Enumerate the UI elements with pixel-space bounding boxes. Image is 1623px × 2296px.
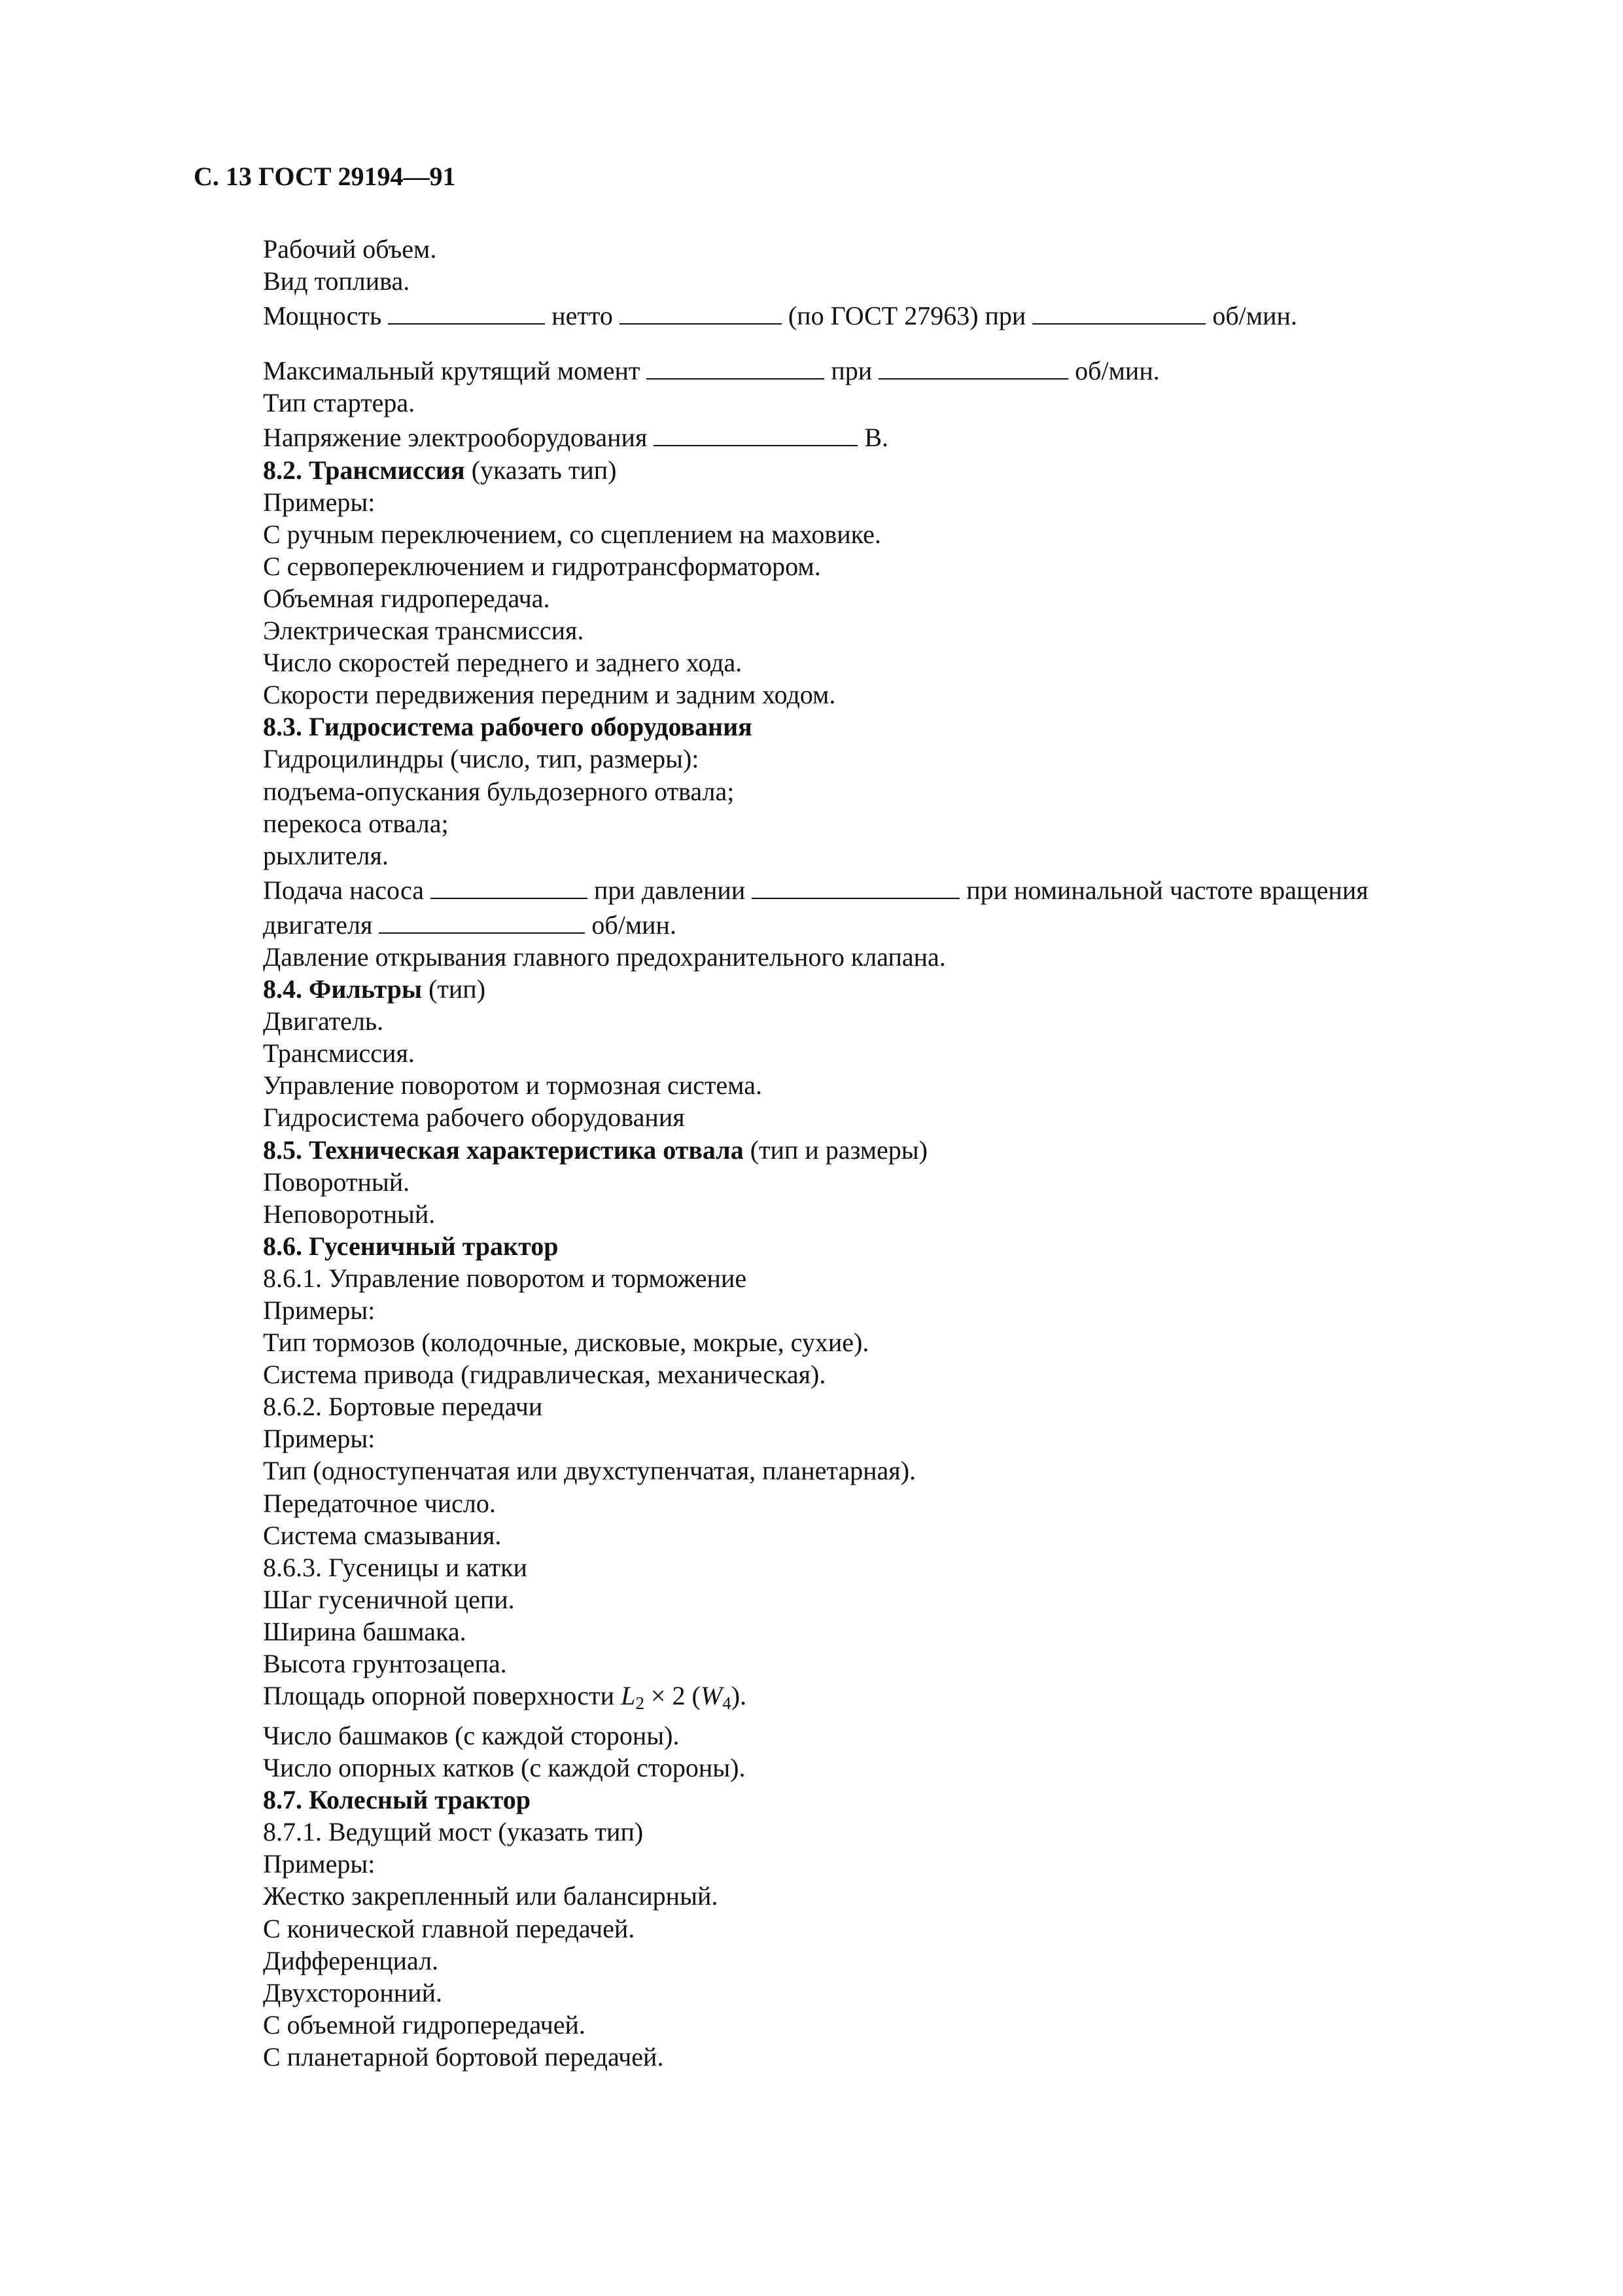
- text-line: Гидросистема рабочего оборудования: [263, 1103, 685, 1133]
- pump-line: Подача насоса при давлении при номинальной частоте вращения: [263, 872, 1539, 906]
- engine-speed-line: двигателя об/мин.: [263, 906, 1539, 941]
- text-line: Система смазывания.: [263, 1520, 502, 1550]
- blank-field: [646, 352, 824, 380]
- section-heading: 8.7. Колесный трактор: [263, 1785, 531, 1815]
- blank-field: [752, 872, 960, 899]
- section-heading: 8.4. Фильтры (тип): [263, 974, 486, 1004]
- text-line: Дифференциал.: [263, 1945, 439, 1975]
- text-line: Примеры:: [263, 1849, 375, 1879]
- subsection-heading: 8.6.1. Управление поворотом и торможение: [263, 1263, 747, 1293]
- text-line: Примеры:: [263, 1296, 375, 1325]
- subsection-heading: 8.6.3. Гусеницы и катки: [263, 1552, 527, 1582]
- text-line: Высота грунтозацепа.: [263, 1649, 507, 1679]
- text-line: Электрическая трансмиссия.: [263, 616, 584, 646]
- text-line: Вид топлива.: [263, 266, 410, 296]
- section-heading: 8.3. Гидросистема рабочего оборудования: [263, 712, 752, 742]
- text-line: перекоса отвала;: [263, 808, 449, 838]
- text-line: Шаг гусеничной цепи.: [263, 1584, 515, 1614]
- blank-field: [654, 419, 858, 446]
- text-line: С объемной гидропередачей.: [263, 2009, 585, 2040]
- text-line: С ручным переключением, со сцеплением на маховике.: [263, 519, 881, 549]
- blank-field: [620, 297, 782, 325]
- text-line: Двухсторонний.: [263, 1977, 442, 2007]
- power-line: Мощность нетто (по ГОСТ 27963) при об/мин.: [263, 297, 1539, 332]
- blank-field: [379, 906, 585, 934]
- torque-line: Максимальный крутящий момент при об/мин.: [263, 352, 1539, 387]
- page-header: С. 13 ГОСТ 29194—91: [194, 162, 456, 191]
- section-heading: 8.5. Техническая характеристика отвала (тип и размеры): [263, 1135, 928, 1165]
- blank-field: [388, 297, 545, 325]
- blank-field: [1032, 297, 1206, 325]
- section-heading: 8.2. Трансмиссия (указать тип): [263, 455, 617, 485]
- text-line: Неповоротный.: [263, 1199, 436, 1229]
- text-line: Жестко закрепленный или балансирный.: [263, 1881, 718, 1911]
- text-line: Тип (одноступенчатая или двухступенчатая, планетарная).: [263, 1456, 916, 1486]
- section-heading: 8.6. Гусеничный трактор: [263, 1231, 559, 1261]
- text-line: С конической главной передачей.: [263, 1913, 635, 1943]
- text-line: Поворотный.: [263, 1167, 410, 1197]
- text-line: Гидроцилиндры (число, тип, размеры):: [263, 744, 699, 774]
- text-line: Управление поворотом и тормозная система.: [263, 1070, 762, 1101]
- text-line: Ширина башмака.: [263, 1616, 466, 1646]
- text-line: Объемная гидропередача.: [263, 583, 550, 613]
- text-line: рыхлителя.: [263, 840, 389, 870]
- text-line: Рабочий объем.: [263, 234, 437, 264]
- text-line: Тип тормозов (колодочные, дисковые, мокрые, сухие).: [263, 1328, 869, 1358]
- text-line: Система привода (гидравлическая, механическая).: [263, 1360, 826, 1390]
- text-line: Число опорных катков (с каждой стороны).: [263, 1753, 746, 1783]
- document-body: [263, 233, 1539, 2073]
- blank-field: [430, 872, 587, 899]
- blank-field: [879, 352, 1068, 380]
- text-line: Тип стартера.: [263, 388, 415, 418]
- text-line: Давление открывания главного предохранительного клапана.: [263, 942, 946, 972]
- text-line: Примеры:: [263, 1424, 375, 1454]
- text-line: подъема-опускания бульдозерного отвала;: [263, 776, 735, 806]
- text-line: С сервопереключением и гидротрансформатором.: [263, 551, 821, 581]
- text-line: Число башмаков (с каждой стороны).: [263, 1721, 680, 1751]
- text-line: Скорости передвижения передним и задним ходом.: [263, 680, 836, 710]
- bearing-area-line: Площадь опорной поверхности $L_2 \times 2$ $(W_4)$.: [263, 1681, 747, 1713]
- text-line: Примеры:: [263, 487, 375, 517]
- text-line: Передаточное число.: [263, 1488, 496, 1518]
- text-line: С планетарной бортовой передачей.: [263, 2041, 664, 2072]
- text-line: Число скоростей переднего и заднего хода.: [263, 648, 742, 678]
- subsection-heading: 8.6.2. Бортовые передачи: [263, 1392, 543, 1422]
- voltage-line: Напряжение электрооборудования В.: [263, 419, 1539, 453]
- text-line: Двигатель.: [263, 1006, 384, 1036]
- subsection-heading: 8.7.1. Ведущий мост (указать тип): [263, 1817, 644, 1847]
- text-line: Трансмиссия.: [263, 1038, 415, 1069]
